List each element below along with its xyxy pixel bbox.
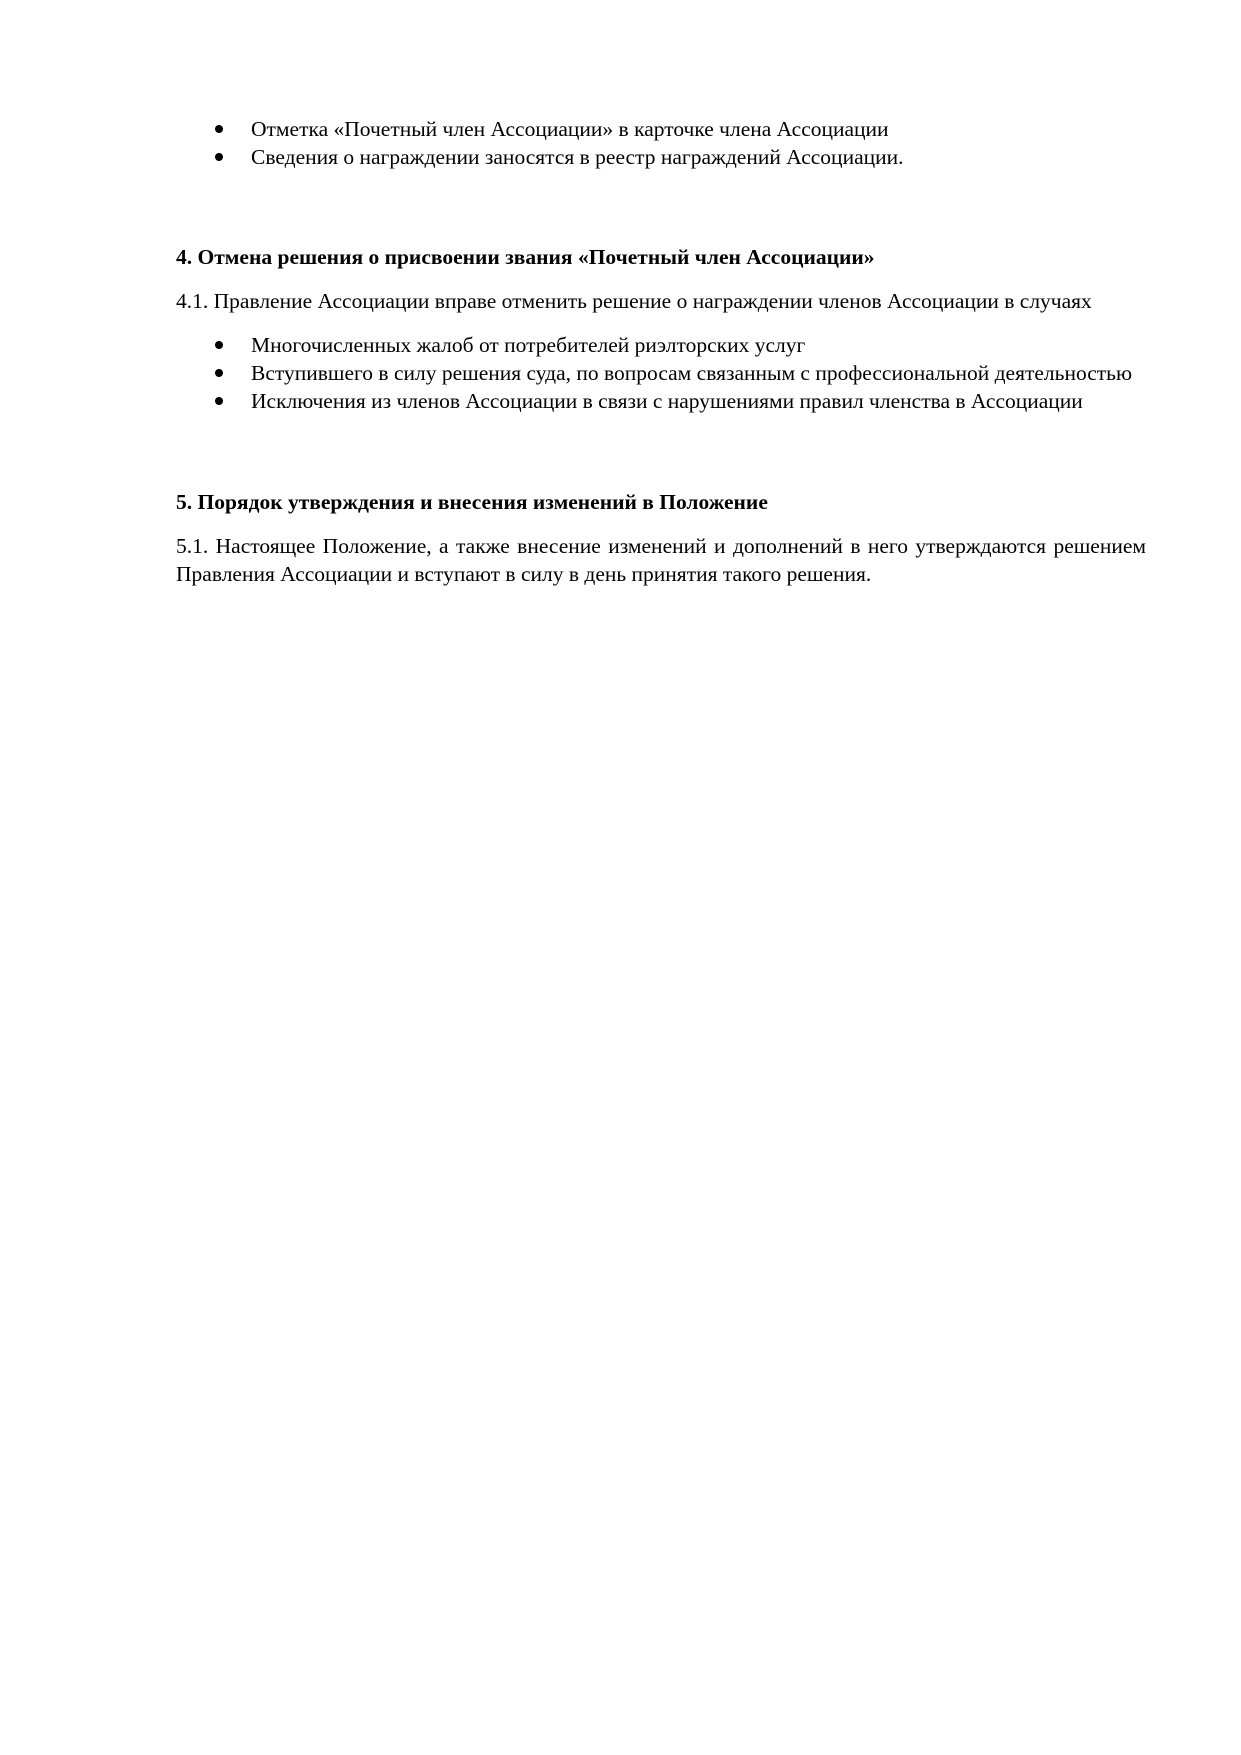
awards-list bbox=[176, 115, 1146, 171]
section-5-paragraph: 5.1. Настоящее Положение, а также внесение изменений и дополнений в него утверждаются решением Правления Ассоциации и вступают в силу в день принятия такого решения. bbox=[176, 534, 1146, 586]
list-item: Многочисленных жалоб от потребителей риэлторских услуг bbox=[176, 331, 1146, 359]
list-item: Вступившего в силу решения суда, по вопросам связанным с профессиональной деятельностью bbox=[176, 359, 1146, 387]
revocation-cases-list bbox=[176, 331, 1146, 415]
list-item: Отметка «Почетный член Ассоциации» в карточке члена Ассоциации bbox=[176, 115, 1146, 143]
document-page bbox=[176, 115, 1146, 588]
section-4-heading: 4. Отмена решения о присвоении звания «Почетный член Ассоциации» bbox=[176, 245, 875, 269]
section-5-heading: 5. Порядок утверждения и внесения изменений в Положение bbox=[176, 490, 768, 514]
list-item: Исключения из членов Ассоциации в связи с нарушениями правил членства в Ассоциации bbox=[176, 387, 1146, 415]
list-item: Сведения о награждении заносятся в реестр награждений Ассоциации. bbox=[176, 143, 1146, 171]
section-4-paragraph: 4.1. Правление Ассоциации вправе отменить решение о награждении членов Ассоциации в случаях bbox=[176, 289, 1092, 313]
